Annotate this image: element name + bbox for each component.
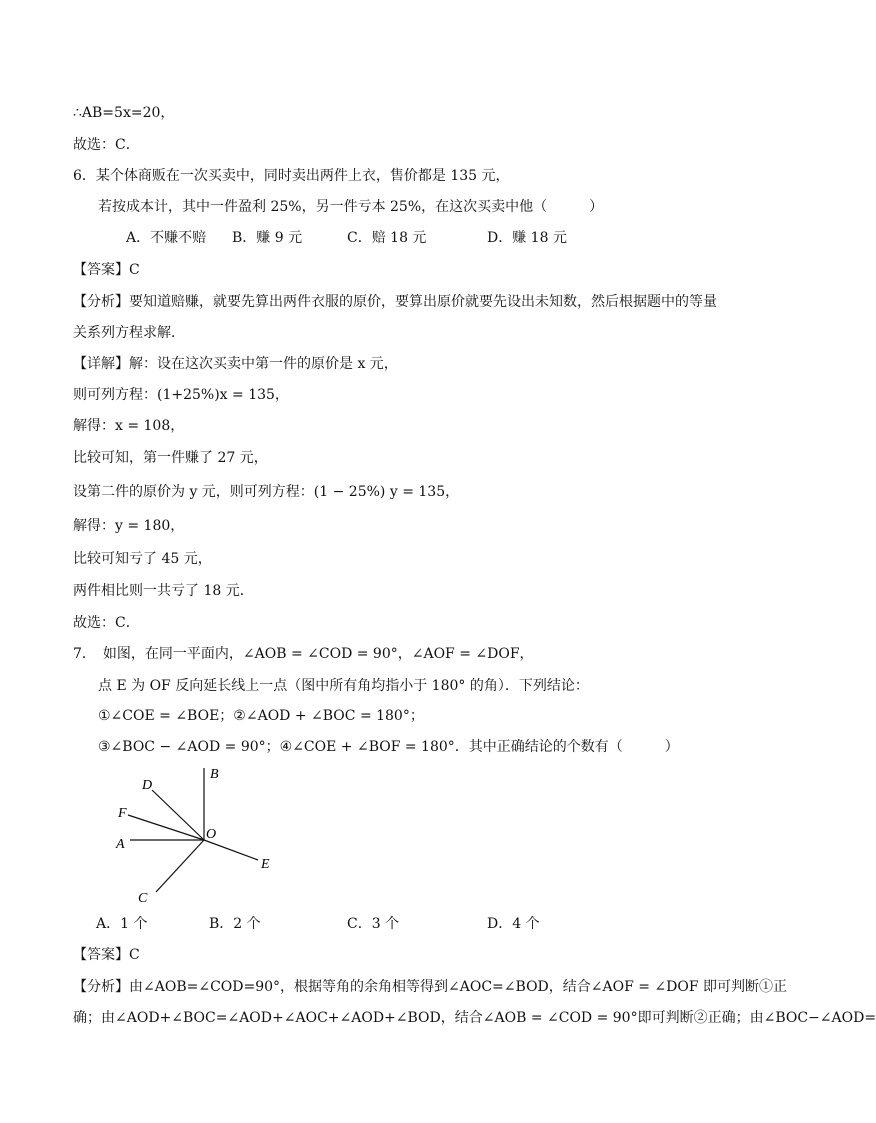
q6-detail-6: 解得：y = 180， [73,518,185,534]
label-o: O [206,827,217,842]
q7-stem-4: ③∠BOC − ∠AOD = 90°；④∠COE + ∠BOF = 180°．其中正确结论的个数有（ ） [98,739,679,755]
q6-option-a: A．不赚不赔 [126,230,207,246]
label-b: B [210,767,219,782]
ray-of [128,815,204,840]
q7-option-d: D．4 个 [487,916,540,932]
q6-option-d: D．赚 18 元 [487,230,567,246]
label-a: A [116,837,125,852]
line-ab-result: ∴AB=5x=20， [73,105,175,121]
q7-stem-2: 点 E 为 OF 反向延长线上一点（图中所有角均指小于 180° 的角）．下列结论： [98,678,589,694]
q6-answer: 【答案】C [73,262,140,278]
q7-stem-3: ①∠COE = ∠BOE；②∠AOD + ∠BOC = 180°； [98,708,424,724]
q6-option-b: B．赚 9 元 [232,230,303,246]
line-choose-c: 故选：C． [73,137,140,153]
q6-analysis-2: 关系列方程求解． [73,325,185,341]
q6-detail-4: 比较可知，第一件赚了 27 元， [73,450,268,466]
q6-detail-1: 【详解】解：设在这次买卖中第一件的原价是 x 元， [73,356,398,372]
label-f: F [118,806,127,821]
q6-analysis-1: 【分析】要知道赔赚，就要先算出两件衣服的原价，要算出原价就要先设出未知数，然后根据题中的等量 [73,294,717,310]
label-c: C [138,891,148,906]
label-d: D [142,778,153,793]
q6-detail-5: 设第二件的原价为 y 元，则可列方程：(1 − 25%) y = 135， [73,484,460,500]
q7-option-b: B．2 个 [209,916,261,932]
ray-oc [156,840,204,892]
q7-option-c: C．3 个 [347,916,400,932]
q6-detail-7: 比较可知亏了 45 元， [73,551,212,567]
q6-stem-2: 若按成本计，其中一件盈利 25%，另一件亏本 25%，在这次买卖中他（ ） [98,199,604,215]
q6-detail-8: 两件相比则一共亏了 18 元． [73,583,254,599]
ray-oe [204,840,258,860]
q7-answer: 【答案】C [73,947,140,963]
angle-figure [100,762,400,912]
q7-analysis-1: 【分析】由∠AOB=∠COD=90°，根据等角的余角相等得到∠AOC=∠BOD，结合∠AOF = ∠DOF 即可判断①正 [73,979,788,995]
ray-od [152,790,204,840]
q6-choose: 故选：C． [73,615,140,631]
q7-option-a: A．1 个 [96,916,148,932]
q6-detail-3: 解得：x = 108， [73,418,185,434]
label-e: E [261,857,270,872]
q6-detail-2: 则可列方程：(1+25%)x = 135， [73,387,289,403]
q6-option-c: C．赔 18 元 [347,230,427,246]
q7-stem: 7． 如图，在同一平面内，∠AOB = ∠COD = 90°，∠AOF = ∠DOF， [73,646,534,662]
q6-stem: 6．某个体商贩在一次买卖中，同时卖出两件上衣，售价都是 135 元， [73,168,510,184]
q7-analysis-2: 确；由∠AOD+∠BOC=∠AOD+∠AOC+∠AOD+∠BOD，结合∠AOB = ∠COD = 90°即可判断②正确；由∠BOC−∠AOD= [73,1010,876,1026]
